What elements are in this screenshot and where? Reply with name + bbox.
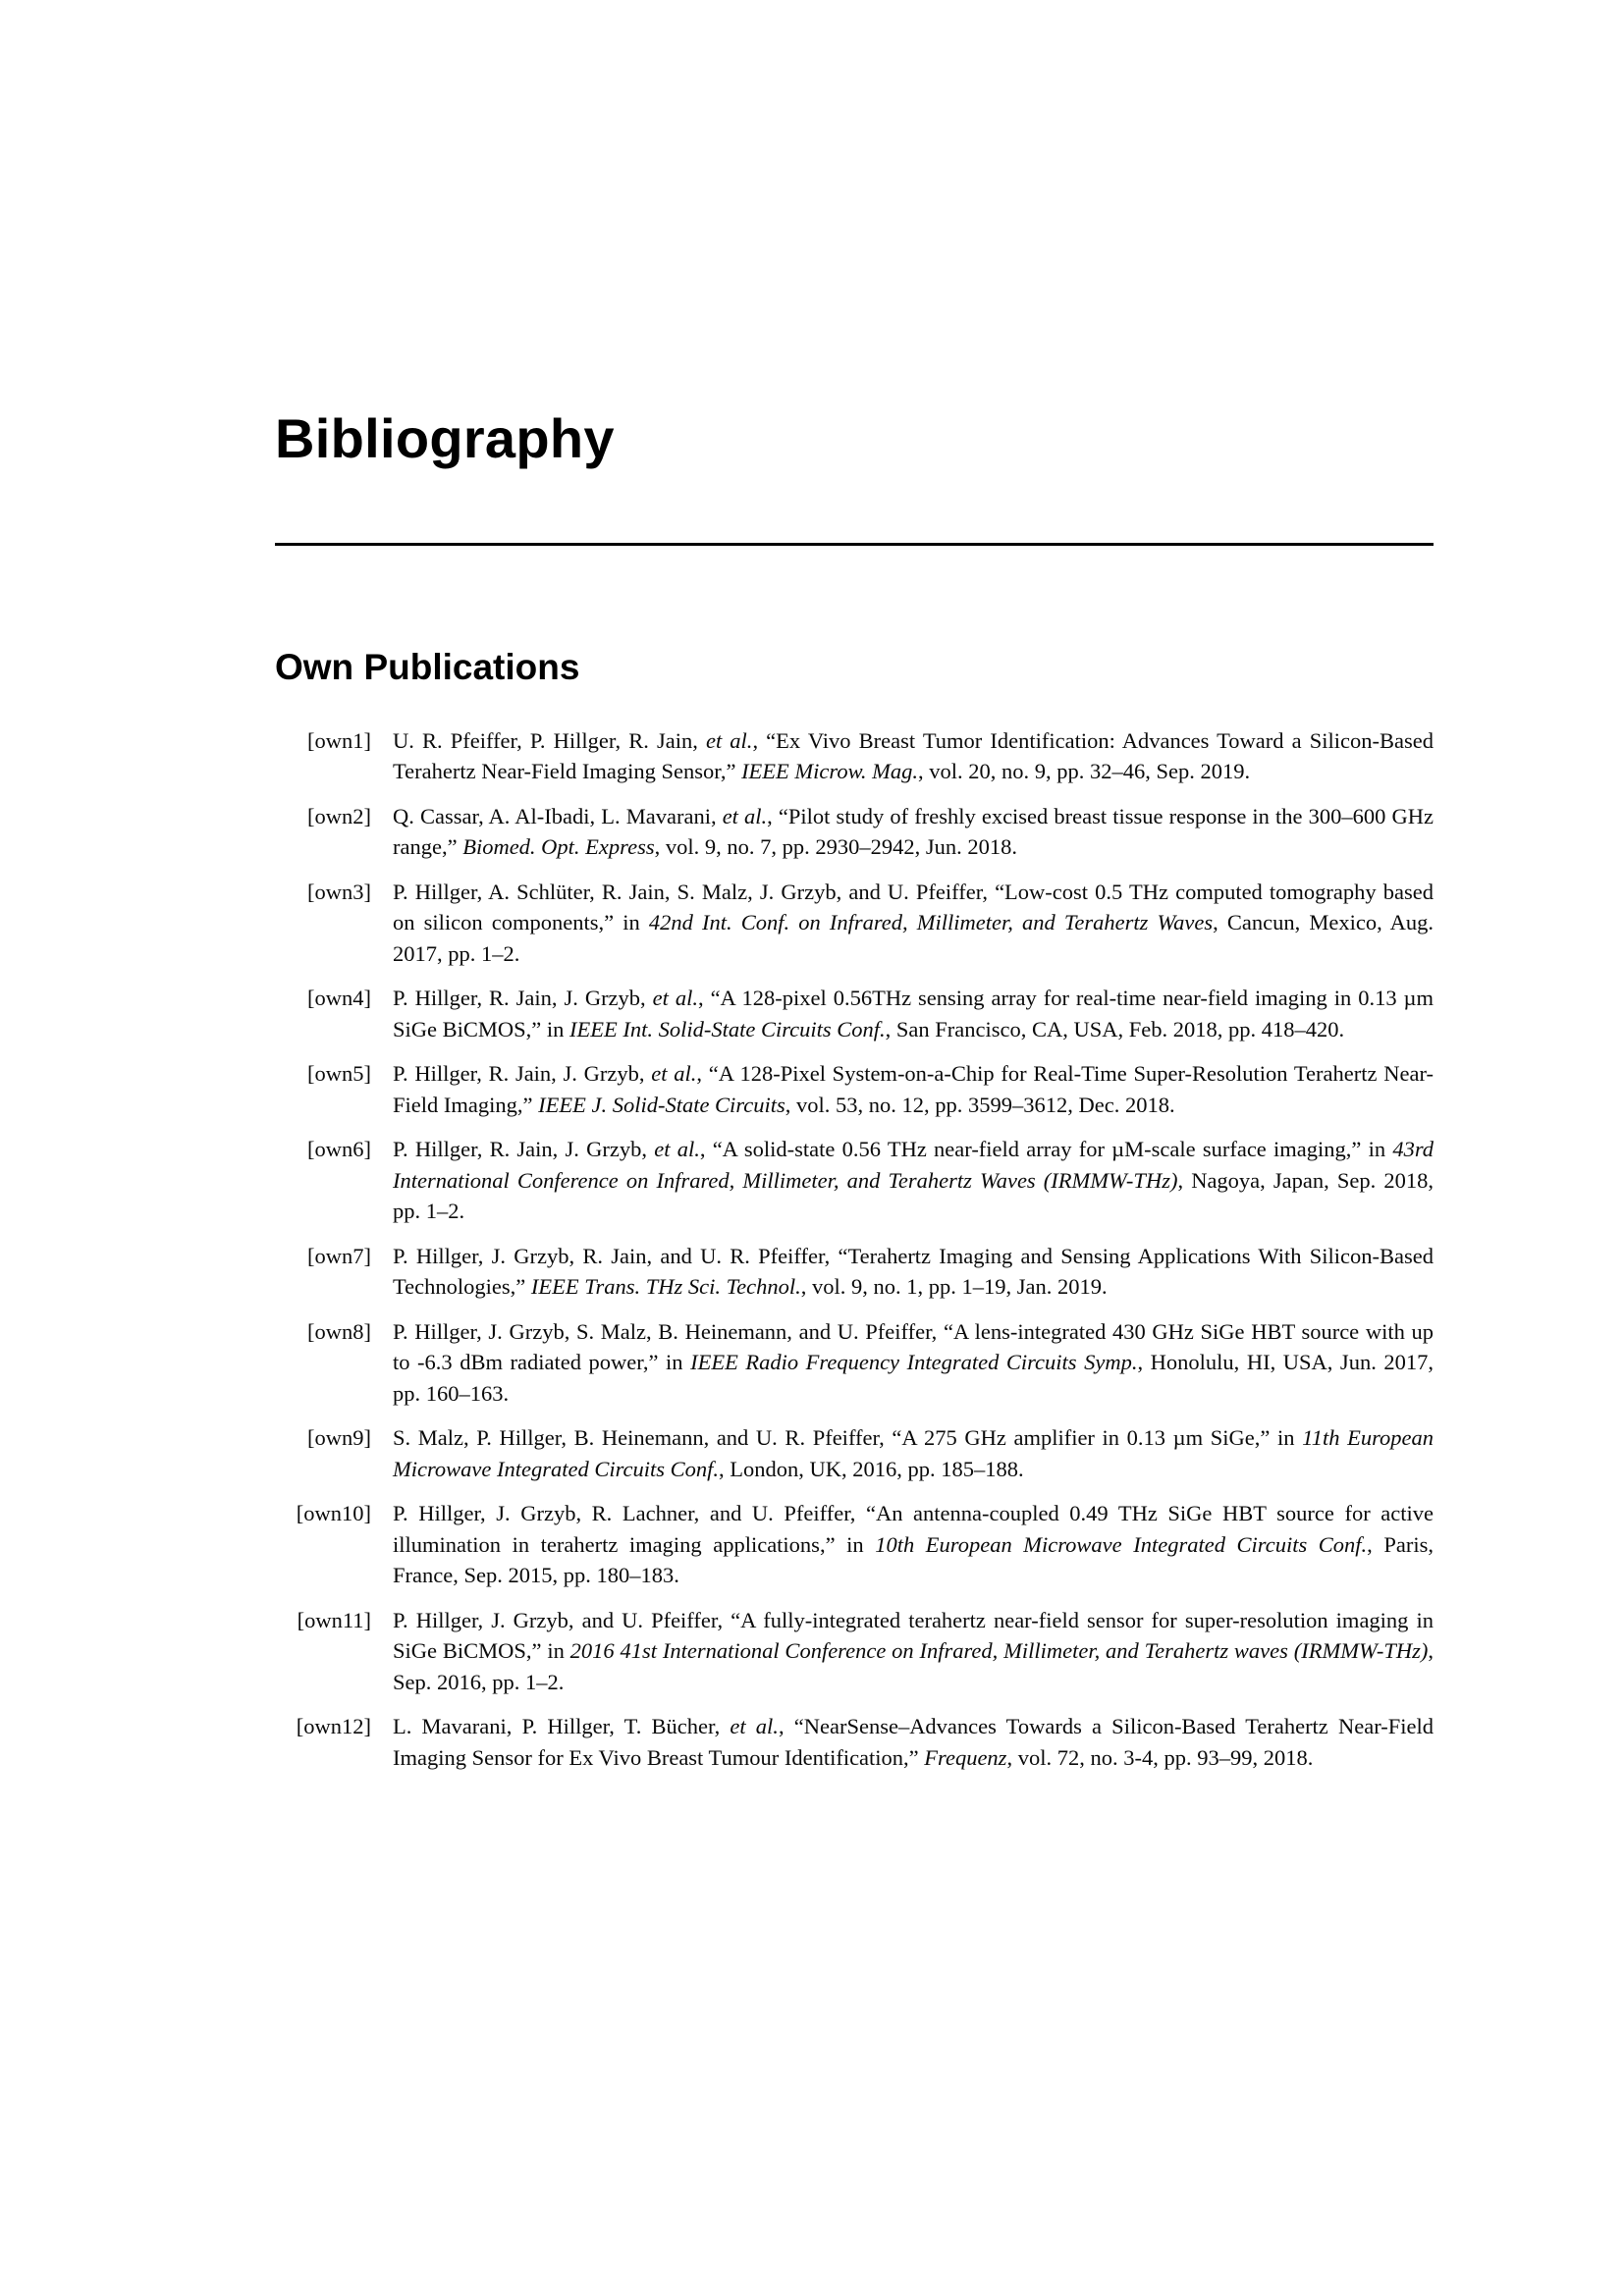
reference-segment: , vol. 20, no. 9, pp. 32–46, Sep. 2019. bbox=[918, 759, 1251, 784]
reference-segment-italic: et al. bbox=[705, 727, 753, 753]
reference-text bbox=[393, 801, 1434, 863]
reference-segment-italic: et al. bbox=[652, 986, 698, 1011]
reference-segment: P. Hillger, R. Jain, J. Grzyb, bbox=[393, 986, 653, 1011]
reference-text bbox=[393, 1241, 1434, 1303]
reference-segment: P. Hillger, J. Grzyb, R. Jain, and U. R. Pfeiffer, “Terahertz Imaging and Sensing Applications With Silicon-Based Technologies,” bbox=[393, 1243, 1434, 1300]
reference-segment-italic: IEEE Radio Frequency Integrated Circuits Symp. bbox=[690, 1350, 1138, 1375]
reference-segment: P. Hillger, J. Grzyb, S. Malz, B. Heinemann, and U. Pfeiffer, “A lens-integrated 430 GHz SiGe HBT source with up to -6.3 dBm radiated power,” in bbox=[393, 1318, 1434, 1375]
reference-segment: , vol. 9, no. 1, pp. 1–19, Jan. 2019. bbox=[800, 1274, 1108, 1300]
reference-segment-italic: 43rd International Conference on Infrared, Millimeter, and Terahertz Waves (IRMMW-THz) bbox=[393, 1137, 1435, 1193]
reference-label: [own1] bbox=[307, 727, 371, 753]
reference-segment: L. Mavarani, P. Hillger, T. Bücher, bbox=[393, 1714, 731, 1739]
reference-segment: P. Hillger, R. Jain, J. Grzyb, bbox=[393, 1061, 652, 1087]
reference-segment-italic: 11th European Microwave Integrated Circuits Conf. bbox=[393, 1425, 1435, 1481]
reference-segment-italic: Biomed. Opt. Express bbox=[462, 834, 655, 860]
reference-segment-italic: 42nd Int. Conf. on Infrared, Millimeter, and Terahertz Waves bbox=[648, 910, 1214, 935]
reference-text bbox=[393, 877, 1434, 970]
reference-label: [own6] bbox=[307, 1137, 371, 1162]
reference-segment: , Sep. 2016, pp. 1–2. bbox=[393, 1638, 1434, 1694]
reference-segment: , Paris, France, Sep. 2015, pp. 180–183. bbox=[393, 1531, 1434, 1588]
reference-text bbox=[393, 725, 1434, 787]
reference-segment: P. Hillger, R. Jain, J. Grzyb, bbox=[393, 1137, 655, 1162]
reference-label: [own4] bbox=[307, 986, 371, 1011]
reference-segment: P. Hillger, J. Grzyb, and U. Pfeiffer, “A fully-integrated terahertz near-field sensor for super-resolution imaging in SiGe BiCMOS,” in bbox=[393, 1607, 1434, 1664]
reference-segment-italic: 10th European Microwave Integrated Circuits Conf. bbox=[875, 1531, 1368, 1557]
reference-segment: , Cancun, Mexico, Aug. 2017, pp. 1–2. bbox=[393, 910, 1434, 966]
reference-text bbox=[393, 1058, 1434, 1120]
title-rule bbox=[275, 543, 1434, 546]
chapter-title: Bibliography bbox=[275, 407, 615, 469]
reference-segment: , “Ex Vivo Breast Tumor Identification: Advances Toward a Silicon-Based Terahertz Near-Field Imaging Sensor,” bbox=[393, 727, 1434, 784]
reference-segment: , vol. 53, no. 12, pp. 3599–3612, Dec. 2018. bbox=[785, 1092, 1175, 1117]
reference-segment-italic: 2016 41st International Conference on Infrared, Millimeter, and Terahertz waves (IRMMW-THz) bbox=[569, 1638, 1429, 1664]
reference-entry bbox=[275, 1422, 1434, 1484]
reference-text bbox=[393, 1498, 1434, 1591]
reference-segment: Q. Cassar, A. Al-Ibadi, L. Mavarani, bbox=[393, 803, 723, 828]
reference-segment-italic: IEEE J. Solid-State Circuits bbox=[538, 1092, 785, 1117]
reference-label: [own9] bbox=[307, 1425, 371, 1451]
reference-segment: , vol. 72, no. 3-4, pp. 93–99, 2018. bbox=[1006, 1744, 1314, 1770]
reference-label: [own3] bbox=[307, 879, 371, 904]
reference-entry bbox=[275, 1605, 1434, 1698]
reference-entry bbox=[275, 801, 1434, 863]
reference-segment: P. Hillger, J. Grzyb, R. Lachner, and U. Pfeiffer, “An antenna-coupled 0.49 THz SiGe HBT source for active illumination in terahertz imaging applications,” in bbox=[393, 1501, 1434, 1557]
reference-segment: , vol. 9, no. 7, pp. 2930–2942, Jun. 2018. bbox=[654, 834, 1017, 860]
reference-text bbox=[393, 1422, 1434, 1484]
reference-entry bbox=[275, 1058, 1434, 1120]
reference-text bbox=[393, 1605, 1434, 1698]
reference-segment-italic: et al. bbox=[722, 803, 768, 828]
reference-label: [own12] bbox=[296, 1714, 371, 1739]
reference-segment: , “Pilot study of freshly excised breast tissue response in the 300–600 GHz range,” bbox=[393, 803, 1434, 860]
reference-entry bbox=[275, 877, 1434, 970]
reference-entry bbox=[275, 1316, 1434, 1410]
reference-label: [own7] bbox=[307, 1243, 371, 1268]
reference-segment-italic: IEEE Int. Solid-State Circuits Conf. bbox=[569, 1016, 886, 1041]
reference-label: [own8] bbox=[307, 1318, 371, 1344]
reference-label: [own11] bbox=[297, 1607, 371, 1632]
reference-text bbox=[393, 1134, 1434, 1227]
reference-segment-italic: IEEE Trans. THz Sci. Technol. bbox=[530, 1274, 801, 1300]
reference-segment-italic: Frequenz bbox=[924, 1744, 1007, 1770]
reference-segment-italic: IEEE Microw. Mag. bbox=[741, 759, 919, 784]
reference-entry bbox=[275, 983, 1434, 1044]
reference-text bbox=[393, 1316, 1434, 1410]
reference-segment: , “NearSense–Advances Towards a Silicon-Based Terahertz Near-Field Imaging Sensor for Ex Vivo Breast Tumour Identification,” bbox=[393, 1714, 1434, 1770]
section-heading: Own Publications bbox=[275, 647, 580, 688]
reference-segment: , “A solid-state 0.56 THz near-field array for µM-scale surface imaging,” in bbox=[699, 1137, 1393, 1162]
references-list bbox=[275, 725, 1434, 1774]
reference-segment: , London, UK, 2016, pp. 185–188. bbox=[719, 1456, 1024, 1481]
reference-entry bbox=[275, 1711, 1434, 1773]
reference-segment: , “A 128-pixel 0.56THz sensing array for real-time near-field imaging in 0.13 µm SiGe BiCMOS,” in bbox=[393, 986, 1434, 1041]
reference-segment: U. R. Pfeiffer, P. Hillger, R. Jain, bbox=[393, 727, 706, 753]
reference-segment-italic: et al. bbox=[730, 1714, 779, 1739]
reference-label: [own2] bbox=[307, 803, 371, 828]
reference-text bbox=[393, 1711, 1434, 1773]
reference-segment: , Honolulu, HI, USA, Jun. 2017, pp. 160–163. bbox=[393, 1350, 1434, 1406]
reference-segment-italic: et al. bbox=[654, 1137, 700, 1162]
reference-segment: , “A 128-Pixel System-on-a-Chip for Real-Time Super-Resolution Terahertz Near-Field Imaging,” bbox=[393, 1061, 1434, 1117]
reference-entry bbox=[275, 1498, 1434, 1591]
reference-entry bbox=[275, 725, 1434, 787]
reference-segment: P. Hillger, A. Schlüter, R. Jain, S. Malz, J. Grzyb, and U. Pfeiffer, “Low-cost 0.5 THz computed tomography based on silicon components,” in bbox=[393, 879, 1434, 935]
reference-segment: , San Francisco, CA, USA, Feb. 2018, pp. 418–420. bbox=[885, 1016, 1345, 1041]
reference-entry bbox=[275, 1134, 1434, 1227]
reference-label: [own5] bbox=[307, 1061, 371, 1087]
reference-entry bbox=[275, 1241, 1434, 1303]
reference-text bbox=[393, 983, 1434, 1044]
reference-segment: S. Malz, P. Hillger, B. Heinemann, and U. R. Pfeiffer, “A 275 GHz amplifier in 0.13 µm SiGe,” in bbox=[393, 1425, 1303, 1451]
reference-label: [own10] bbox=[296, 1501, 371, 1526]
reference-segment-italic: et al. bbox=[651, 1061, 697, 1087]
reference-segment: , Nagoya, Japan, Sep. 2018, pp. 1–2. bbox=[393, 1167, 1435, 1224]
